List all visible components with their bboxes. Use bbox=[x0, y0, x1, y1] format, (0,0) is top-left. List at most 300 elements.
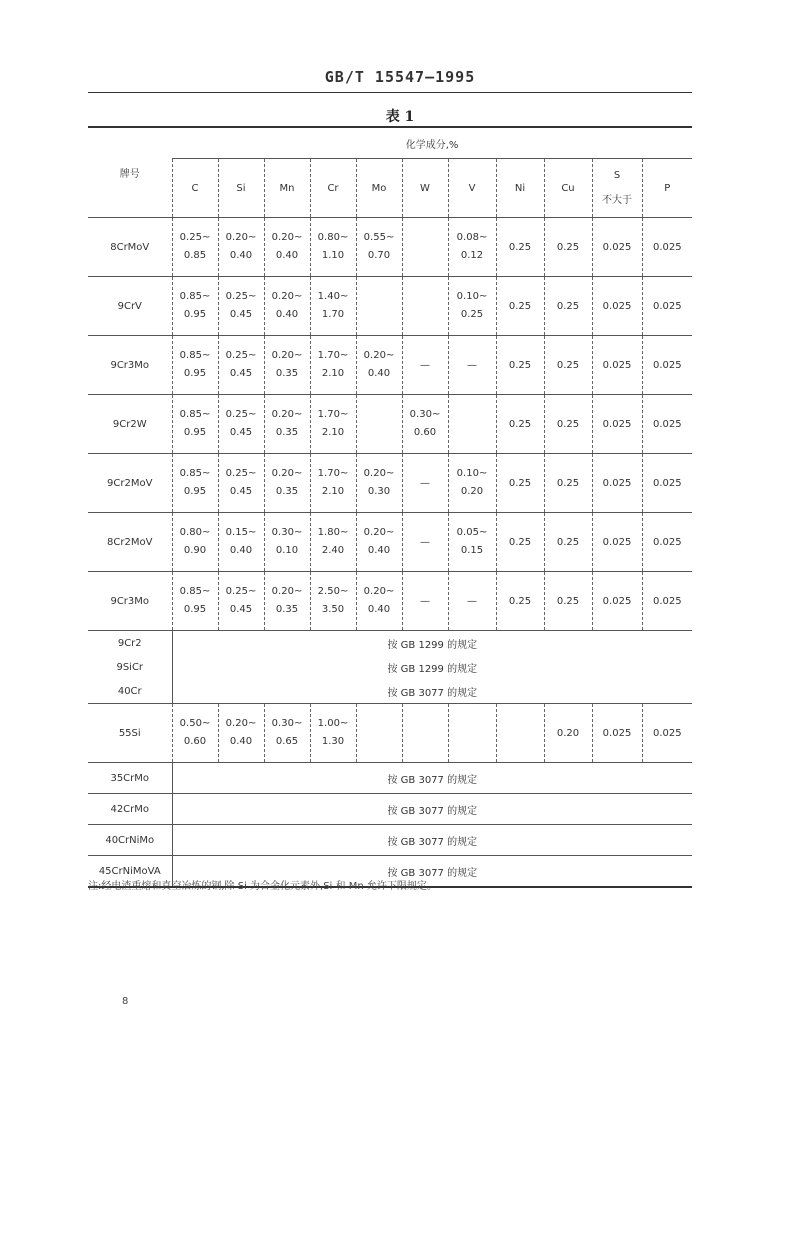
element-header-v: V bbox=[448, 159, 496, 218]
cell-mn bbox=[264, 704, 310, 763]
header-rule bbox=[88, 92, 692, 93]
value-line: 0.95 bbox=[183, 427, 207, 438]
cell-v bbox=[448, 277, 496, 336]
reference-cell: 按 GB 1299 的规定 bbox=[172, 655, 692, 679]
value-line: 0.40 bbox=[367, 368, 391, 379]
element-header-ni: Ni bbox=[496, 159, 544, 218]
value-range bbox=[173, 288, 218, 324]
value-range bbox=[173, 583, 218, 619]
value-line: 0.45 bbox=[229, 604, 253, 615]
value-line: 0.25~ bbox=[225, 350, 257, 361]
value-range bbox=[173, 347, 218, 383]
cell-c bbox=[172, 395, 218, 454]
value-range bbox=[219, 347, 264, 383]
cell-v bbox=[448, 395, 496, 454]
value-range bbox=[449, 229, 496, 265]
value-range bbox=[449, 524, 496, 560]
value-line: 0.10 bbox=[275, 545, 299, 556]
value-line: 0.80~ bbox=[317, 232, 349, 243]
cell-c bbox=[172, 218, 218, 277]
table-row bbox=[88, 704, 692, 763]
value-line: 0.20~ bbox=[271, 468, 303, 479]
cell-mn bbox=[264, 218, 310, 277]
table-row bbox=[88, 794, 692, 825]
value-line: 1.30 bbox=[321, 736, 345, 747]
element-header-mo: Mo bbox=[356, 159, 402, 218]
value: — bbox=[420, 536, 430, 548]
cell-c bbox=[172, 277, 218, 336]
cell-mn bbox=[264, 513, 310, 572]
value-line: 2.10 bbox=[321, 368, 345, 379]
value-range bbox=[173, 524, 218, 560]
cell-c bbox=[172, 336, 218, 395]
value: 0.025 bbox=[602, 241, 632, 253]
table-row bbox=[88, 572, 692, 631]
cell-p bbox=[642, 277, 692, 336]
table-row bbox=[88, 763, 692, 794]
value-range bbox=[265, 715, 310, 751]
value-line: 0.45 bbox=[229, 486, 253, 497]
value-range bbox=[265, 465, 310, 501]
element-header-w: W bbox=[402, 159, 448, 218]
value-line: 0.85~ bbox=[179, 291, 211, 302]
grade-cell: 35CrMo bbox=[88, 763, 172, 794]
cell-si bbox=[218, 336, 264, 395]
value: 0.025 bbox=[652, 727, 682, 739]
value-line: 0.85 bbox=[183, 250, 207, 261]
value-line: 0.20~ bbox=[225, 232, 257, 243]
cell-mn bbox=[264, 277, 310, 336]
value: 0.25 bbox=[556, 241, 580, 253]
value-line: 0.20~ bbox=[271, 586, 303, 597]
cell-w bbox=[402, 395, 448, 454]
value-line: 1.70~ bbox=[317, 468, 349, 479]
cell-mo bbox=[356, 277, 402, 336]
value-line: 0.25~ bbox=[179, 232, 211, 243]
value: 0.025 bbox=[652, 241, 682, 253]
value: 0.25 bbox=[508, 300, 532, 312]
cell-mo bbox=[356, 513, 402, 572]
value-line: 2.10 bbox=[321, 427, 345, 438]
table-row bbox=[88, 631, 692, 656]
standard-number: GB/T 15547—1995 bbox=[324, 68, 476, 86]
value-line: 0.95 bbox=[183, 604, 207, 615]
grade-cell: 9Cr3Mo bbox=[88, 572, 172, 631]
value-range bbox=[173, 229, 218, 265]
table-row bbox=[88, 825, 692, 856]
value-range bbox=[265, 229, 310, 265]
value-range bbox=[357, 465, 402, 501]
value-line: 1.70~ bbox=[317, 409, 349, 420]
value: 0.025 bbox=[652, 477, 682, 489]
cell-cr bbox=[310, 395, 356, 454]
cell-c bbox=[172, 704, 218, 763]
value-range bbox=[357, 347, 402, 383]
element-header-cr: Cr bbox=[310, 159, 356, 218]
cell-p bbox=[642, 218, 692, 277]
cell-cr bbox=[310, 218, 356, 277]
reference-cell: 按 GB 3077 的规定 bbox=[172, 763, 692, 794]
value-range bbox=[265, 406, 310, 442]
value: 0.25 bbox=[508, 359, 532, 371]
value-line: 0.85~ bbox=[179, 468, 211, 479]
value-line: 0.20 bbox=[460, 486, 484, 497]
value: 0.25 bbox=[556, 536, 580, 548]
value-line: 0.40 bbox=[367, 604, 391, 615]
element-header-p: P bbox=[642, 159, 692, 218]
value-line: 3.50 bbox=[321, 604, 345, 615]
value: 0.25 bbox=[508, 595, 532, 607]
table-row bbox=[88, 655, 692, 679]
value: 0.025 bbox=[652, 536, 682, 548]
value-line: 0.70 bbox=[367, 250, 391, 261]
value-line: 0.25~ bbox=[225, 586, 257, 597]
value-range bbox=[219, 406, 264, 442]
element-header-s-label: S bbox=[613, 170, 621, 181]
cell-w bbox=[402, 218, 448, 277]
cell-cr bbox=[310, 513, 356, 572]
value-line: 0.05~ bbox=[456, 527, 488, 538]
value-line: 1.70~ bbox=[317, 350, 349, 361]
cell-v bbox=[448, 336, 496, 395]
cell-p bbox=[642, 572, 692, 631]
cell-p bbox=[642, 454, 692, 513]
grade-cell: 9CrV bbox=[88, 277, 172, 336]
value: 0.25 bbox=[556, 477, 580, 489]
value-line: 0.08~ bbox=[456, 232, 488, 243]
value-range bbox=[219, 715, 264, 751]
reference-cell: 按 GB 1299 的规定 bbox=[172, 631, 692, 656]
value: 0.025 bbox=[602, 300, 632, 312]
value: 0.025 bbox=[602, 359, 632, 371]
value-line: 0.40 bbox=[275, 250, 299, 261]
cell-cr bbox=[310, 454, 356, 513]
cell-s bbox=[592, 454, 642, 513]
value-range bbox=[265, 524, 310, 560]
cell-mo bbox=[356, 395, 402, 454]
value-range bbox=[219, 288, 264, 324]
grade-cell: 40Cr bbox=[117, 685, 142, 697]
value-range bbox=[311, 406, 356, 442]
chemical-composition-table bbox=[88, 128, 692, 888]
value-line: 0.60 bbox=[413, 427, 437, 438]
value-line: 0.25 bbox=[460, 309, 484, 320]
value-line: 1.10 bbox=[321, 250, 345, 261]
value-line: 0.15 bbox=[460, 545, 484, 556]
cell-v bbox=[448, 572, 496, 631]
value: — bbox=[467, 359, 477, 371]
value-line: 0.90 bbox=[183, 545, 207, 556]
table-row bbox=[88, 454, 692, 513]
value: 0.25 bbox=[508, 477, 532, 489]
cell-s bbox=[592, 395, 642, 454]
value-range bbox=[449, 288, 496, 324]
cell-mn bbox=[264, 336, 310, 395]
value-line: 0.65 bbox=[275, 736, 299, 747]
grade-cell: 55Si bbox=[88, 704, 172, 763]
value-range bbox=[311, 347, 356, 383]
cell-si bbox=[218, 513, 264, 572]
value: 0.25 bbox=[508, 536, 532, 548]
value-range bbox=[219, 524, 264, 560]
value-range bbox=[403, 406, 448, 442]
value-line: 2.10 bbox=[321, 486, 345, 497]
cell-s bbox=[592, 277, 642, 336]
cell-v bbox=[448, 704, 496, 763]
cell-w bbox=[402, 572, 448, 631]
value: 0.025 bbox=[602, 418, 632, 430]
value-range bbox=[311, 715, 356, 751]
cell-ni bbox=[496, 395, 544, 454]
value-line: 0.35 bbox=[275, 604, 299, 615]
cell-s bbox=[592, 218, 642, 277]
value-line: 0.60 bbox=[183, 736, 207, 747]
value: 0.25 bbox=[556, 300, 580, 312]
cell-v bbox=[448, 513, 496, 572]
value-range bbox=[449, 465, 496, 501]
value-line: 0.35 bbox=[275, 486, 299, 497]
cell-cu bbox=[544, 704, 592, 763]
value-line: 0.40 bbox=[229, 250, 253, 261]
value-line: 0.30 bbox=[367, 486, 391, 497]
cell-si bbox=[218, 454, 264, 513]
value-range bbox=[219, 583, 264, 619]
cell-cr bbox=[310, 572, 356, 631]
grade-cell: 9Cr3Mo bbox=[88, 336, 172, 395]
table-row bbox=[88, 679, 692, 704]
cell-s bbox=[592, 704, 642, 763]
value-line: 1.00~ bbox=[317, 718, 349, 729]
value-range bbox=[173, 465, 218, 501]
value-line: 1.70 bbox=[321, 309, 345, 320]
value-line: 0.35 bbox=[275, 427, 299, 438]
cell-p bbox=[642, 513, 692, 572]
value-line: 0.10~ bbox=[456, 468, 488, 479]
value-line: 0.40 bbox=[275, 309, 299, 320]
cell-si bbox=[218, 572, 264, 631]
cell-w bbox=[402, 277, 448, 336]
cell-cu bbox=[544, 572, 592, 631]
cell-si bbox=[218, 277, 264, 336]
cell-mo bbox=[356, 218, 402, 277]
cell-mn bbox=[264, 572, 310, 631]
cell-v bbox=[448, 454, 496, 513]
value: 0.25 bbox=[556, 418, 580, 430]
value-line: 0.20~ bbox=[363, 468, 395, 479]
cell-cu bbox=[544, 336, 592, 395]
value-line: 0.95 bbox=[183, 309, 207, 320]
value-range bbox=[265, 288, 310, 324]
value: 0.025 bbox=[602, 477, 632, 489]
value: 0.025 bbox=[652, 595, 682, 607]
value-range bbox=[311, 229, 356, 265]
cell-p bbox=[642, 395, 692, 454]
grade-cell: 42CrMo bbox=[88, 794, 172, 825]
value-line: 0.10~ bbox=[456, 291, 488, 302]
value-line: 0.40 bbox=[229, 736, 253, 747]
value-line: 0.20~ bbox=[271, 350, 303, 361]
cell-mo bbox=[356, 454, 402, 513]
value-line: 0.45 bbox=[229, 368, 253, 379]
value: 0.025 bbox=[652, 300, 682, 312]
value-line: 0.55~ bbox=[363, 232, 395, 243]
cell-cu bbox=[544, 513, 592, 572]
value-line: 0.20~ bbox=[271, 291, 303, 302]
value-line: 0.40 bbox=[367, 545, 391, 556]
grade-cell: 8Cr2MoV bbox=[88, 513, 172, 572]
cell-cr bbox=[310, 336, 356, 395]
cell-s bbox=[592, 513, 642, 572]
grade-header: 牌号 bbox=[119, 169, 140, 180]
grade-cell: 45CrNiMoVA bbox=[88, 856, 172, 888]
cell-mo bbox=[356, 572, 402, 631]
value-range bbox=[311, 465, 356, 501]
value-line: 0.30~ bbox=[271, 527, 303, 538]
value-line: 0.15~ bbox=[225, 527, 257, 538]
value: 0.25 bbox=[556, 359, 580, 371]
cell-w bbox=[402, 704, 448, 763]
value-line: 0.20~ bbox=[225, 718, 257, 729]
table-row bbox=[88, 513, 692, 572]
value: 0.025 bbox=[652, 418, 682, 430]
value-line: 1.80~ bbox=[317, 527, 349, 538]
grade-cell: 40CrNiMo bbox=[88, 825, 172, 856]
cell-cu bbox=[544, 277, 592, 336]
cell-c bbox=[172, 513, 218, 572]
value: 0.20 bbox=[556, 727, 580, 739]
value-line: 0.20~ bbox=[363, 586, 395, 597]
page-number: 8 bbox=[122, 996, 129, 1007]
value: 0.25 bbox=[508, 241, 532, 253]
reference-cell: 按 GB 3077 的规定 bbox=[172, 679, 692, 704]
value-line: 0.20~ bbox=[271, 232, 303, 243]
cell-v bbox=[448, 218, 496, 277]
cell-s bbox=[592, 572, 642, 631]
value: 0.025 bbox=[652, 359, 682, 371]
value-line: 0.85~ bbox=[179, 350, 211, 361]
value: — bbox=[420, 595, 430, 607]
value: 0.25 bbox=[556, 595, 580, 607]
cell-p bbox=[642, 336, 692, 395]
value-line: 2.40 bbox=[321, 545, 345, 556]
value-line: 0.20~ bbox=[363, 527, 395, 538]
cell-c bbox=[172, 454, 218, 513]
value: — bbox=[420, 359, 430, 371]
value: 0.025 bbox=[602, 536, 632, 548]
value-range bbox=[311, 524, 356, 560]
composition-group-header: 化学成分,% bbox=[172, 128, 692, 159]
cell-s bbox=[592, 336, 642, 395]
value-line: 0.45 bbox=[229, 309, 253, 320]
value-line: 0.45 bbox=[229, 427, 253, 438]
value-line: 0.95 bbox=[183, 368, 207, 379]
cell-mo bbox=[356, 704, 402, 763]
value-line: 0.50~ bbox=[179, 718, 211, 729]
grade-cell: 9Cr2MoV bbox=[88, 454, 172, 513]
cell-ni bbox=[496, 513, 544, 572]
table-row bbox=[88, 395, 692, 454]
cell-ni bbox=[496, 704, 544, 763]
value-range bbox=[357, 583, 402, 619]
cell-cu bbox=[544, 454, 592, 513]
cell-cu bbox=[544, 218, 592, 277]
value: 0.25 bbox=[508, 418, 532, 430]
value-range bbox=[219, 465, 264, 501]
not-greater-label: 不大于 bbox=[602, 195, 632, 206]
element-header-s bbox=[592, 159, 642, 218]
value-line: 0.20~ bbox=[363, 350, 395, 361]
cell-cr bbox=[310, 277, 356, 336]
grade-cell: 9Cr2W bbox=[88, 395, 172, 454]
value: 0.025 bbox=[602, 595, 632, 607]
value: — bbox=[467, 595, 477, 607]
value-line: 0.20~ bbox=[271, 409, 303, 420]
cell-w bbox=[402, 454, 448, 513]
value-line: 0.30~ bbox=[271, 718, 303, 729]
value-line: 0.25~ bbox=[225, 291, 257, 302]
cell-si bbox=[218, 704, 264, 763]
cell-ni bbox=[496, 277, 544, 336]
cell-c bbox=[172, 572, 218, 631]
grade-cell: 9Cr2 bbox=[88, 631, 172, 656]
value-range bbox=[173, 715, 218, 751]
value-range bbox=[265, 347, 310, 383]
value-line: 0.25~ bbox=[225, 468, 257, 479]
element-header-cu: Cu bbox=[544, 159, 592, 218]
element-header-si: Si bbox=[218, 159, 264, 218]
element-header-c: C bbox=[172, 159, 218, 218]
cell-mn bbox=[264, 395, 310, 454]
value-range bbox=[265, 583, 310, 619]
value-line: 0.85~ bbox=[179, 586, 211, 597]
cell-ni bbox=[496, 454, 544, 513]
cell-w bbox=[402, 336, 448, 395]
value-range bbox=[311, 583, 356, 619]
value-line: 0.25~ bbox=[225, 409, 257, 420]
reference-cell: 按 GB 3077 的规定 bbox=[172, 825, 692, 856]
value-line: 0.85~ bbox=[179, 409, 211, 420]
cell-cr bbox=[310, 704, 356, 763]
table-row bbox=[88, 277, 692, 336]
value-range bbox=[311, 288, 356, 324]
value-range bbox=[219, 229, 264, 265]
cell-cu bbox=[544, 395, 592, 454]
value: 0.025 bbox=[602, 727, 632, 739]
value-range bbox=[357, 229, 402, 265]
table-note: 注:经电渣重熔和真空冶炼的钢,除 Si 为合金化元素外,Si 和 Mn 允许下限规定。 bbox=[88, 881, 437, 892]
value-line: 2.50~ bbox=[317, 586, 349, 597]
value-line: 0.95 bbox=[183, 486, 207, 497]
cell-mo bbox=[356, 336, 402, 395]
value-line: 0.35 bbox=[275, 368, 299, 379]
reference-cell: 按 GB 3077 的规定 bbox=[172, 794, 692, 825]
value-line: 0.12 bbox=[460, 250, 484, 261]
cell-mn bbox=[264, 454, 310, 513]
cell-si bbox=[218, 218, 264, 277]
cell-ni bbox=[496, 572, 544, 631]
value-range bbox=[173, 406, 218, 442]
table-row bbox=[88, 218, 692, 277]
cell-ni bbox=[496, 336, 544, 395]
value-line: 1.40~ bbox=[317, 291, 349, 302]
table-row bbox=[88, 336, 692, 395]
value: — bbox=[420, 477, 430, 489]
table-title: 表 1 bbox=[385, 109, 415, 125]
cell-si bbox=[218, 395, 264, 454]
grade-cell: 8CrMoV bbox=[88, 218, 172, 277]
value-line: 0.80~ bbox=[179, 527, 211, 538]
cell-w bbox=[402, 513, 448, 572]
